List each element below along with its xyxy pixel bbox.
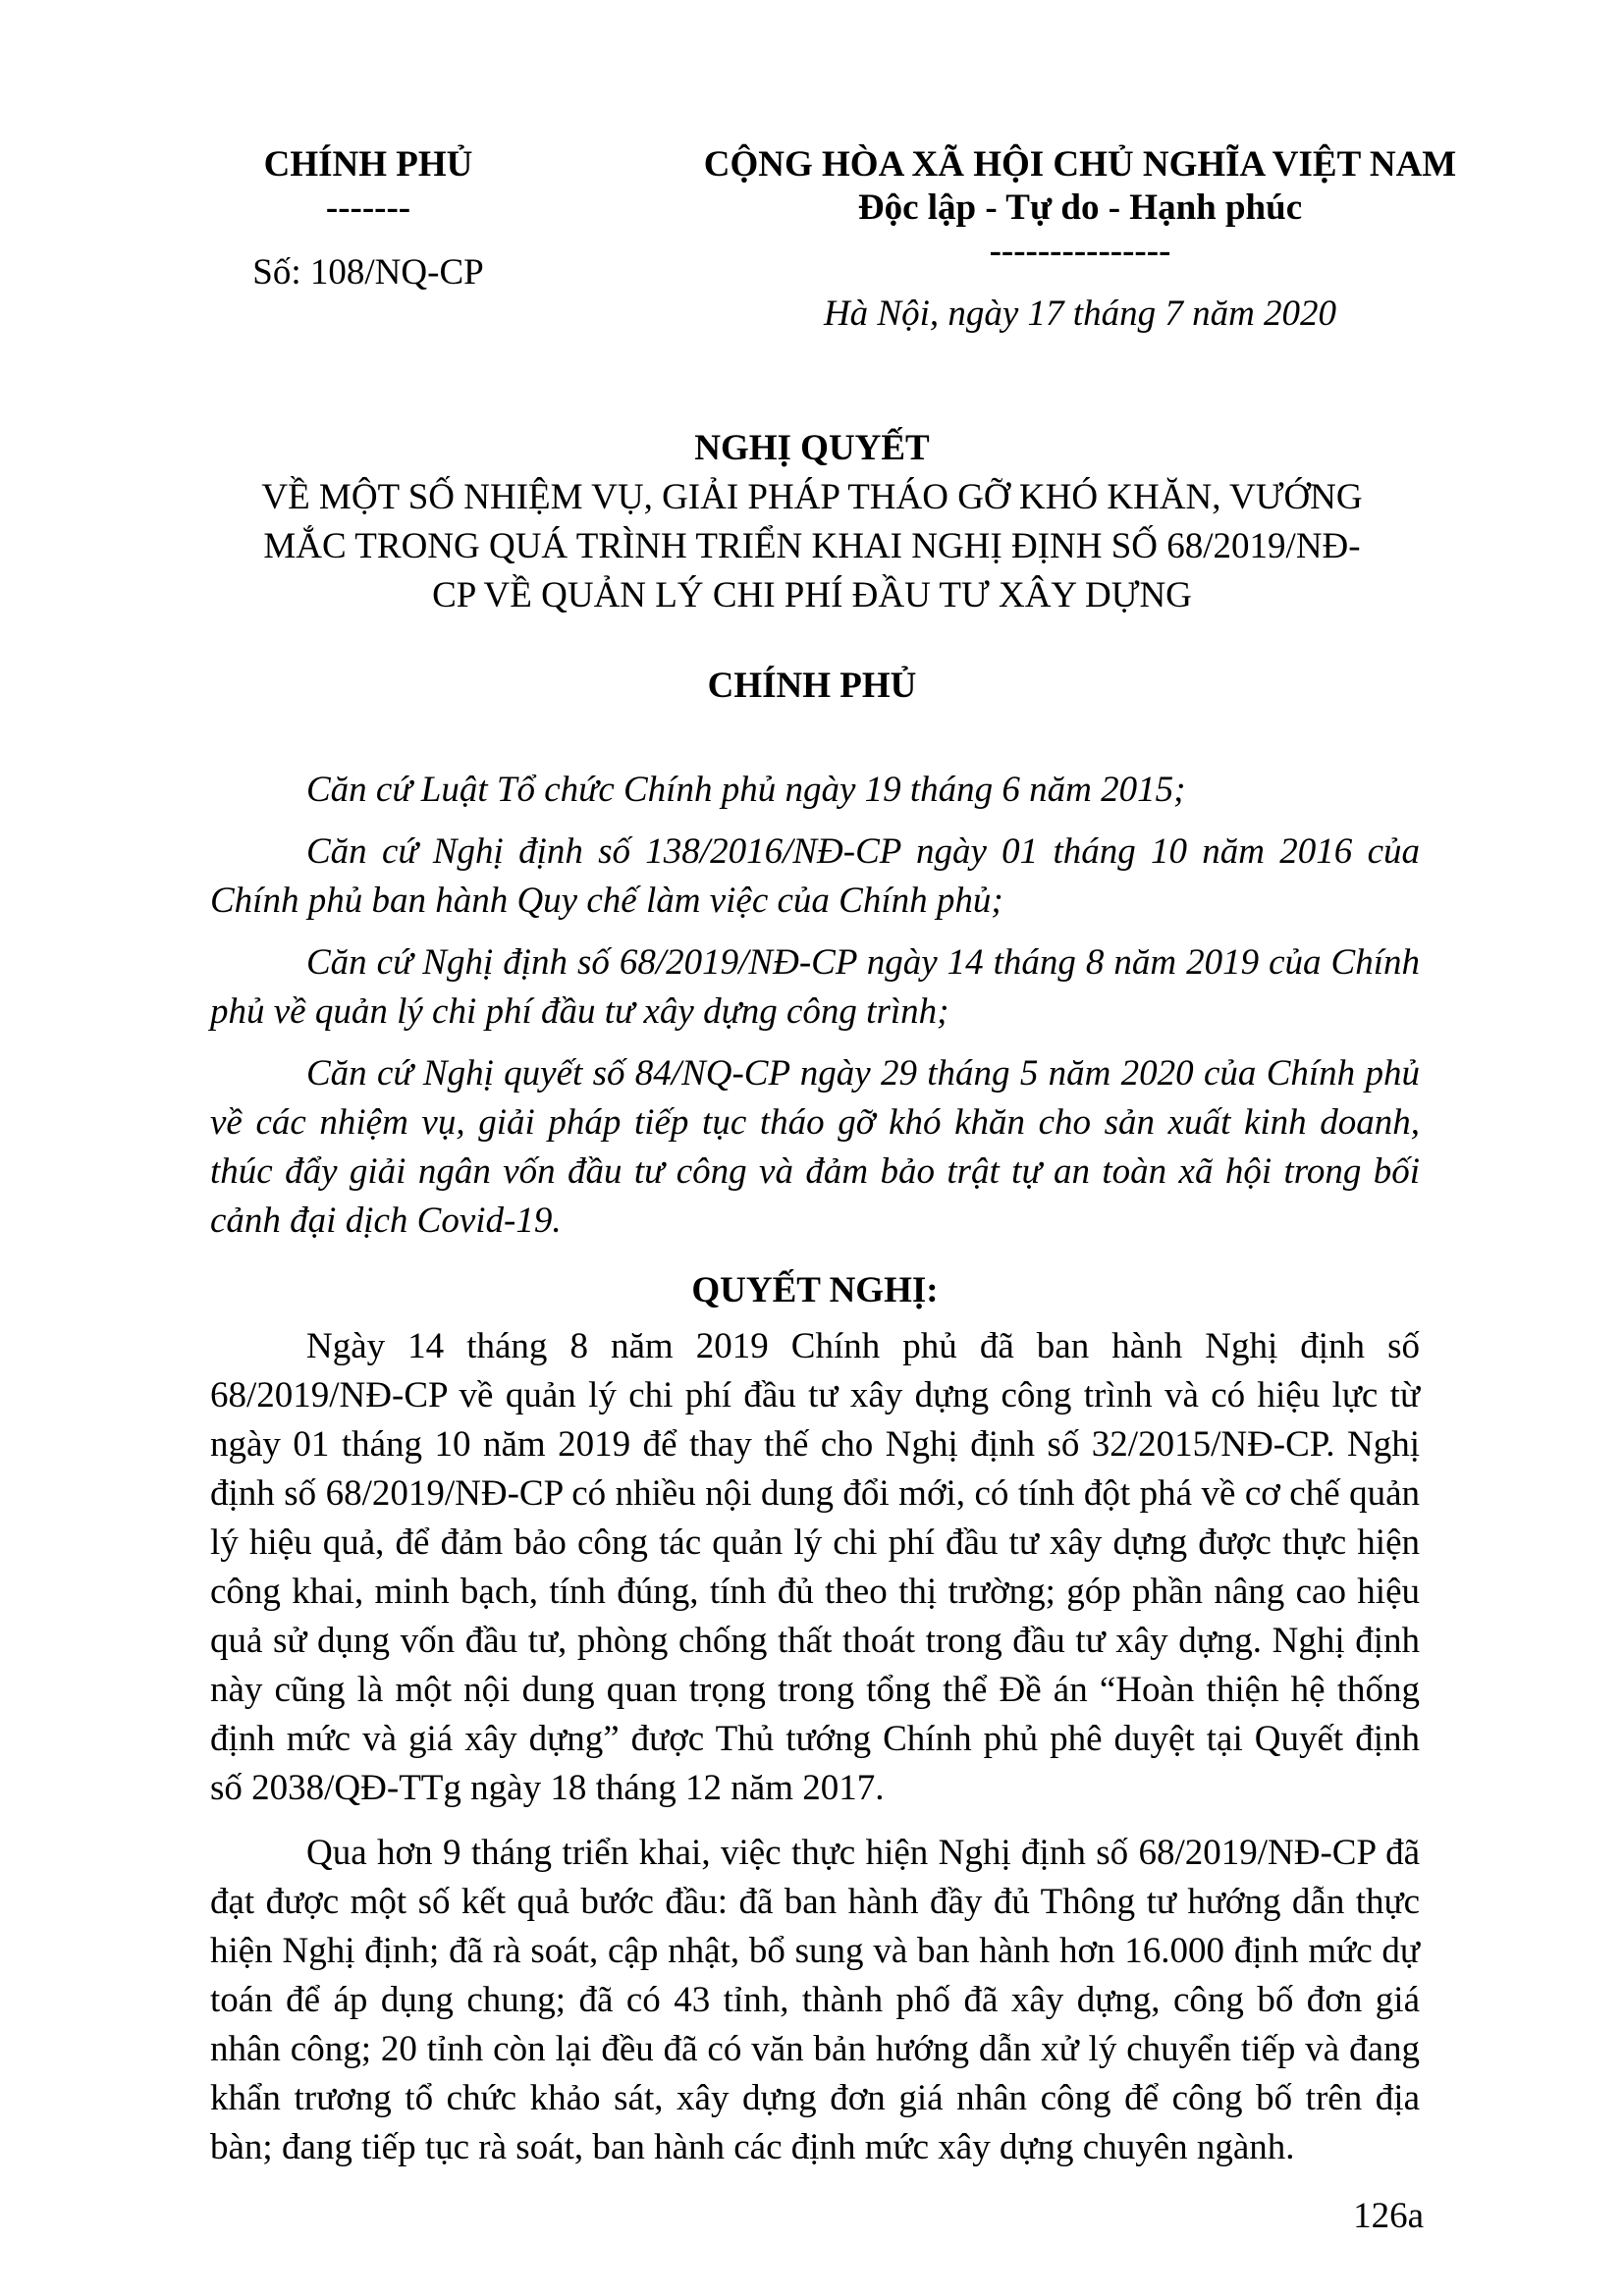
page-number: 126a (1353, 2196, 1424, 2236)
legal-basis-item: Căn cứ Luật Tổ chức Chính phủ ngày 19 tháng 6 năm 2015; (306, 770, 1186, 810)
subject-line: CP VỀ QUẢN LÝ CHI PHÍ ĐẦU TƯ XÂY DỰNG (432, 575, 1192, 615)
legal-basis (210, 766, 1420, 1258)
legal-basis-item: Căn cứ Nghị quyết số 84/NQ-CP ngày 29 tháng 5 năm 2020 của Chính phủ về các nhiệm vụ, giải pháp tiếp tục tháo gỡ khó khăn cho sản xuất kinh doanh, thúc đẩy giải ngân vốn đầu tư công và đảm bảo trật tự an toàn xã hội trong bối cảnh đại dịch Covid-19. (210, 1053, 1420, 1241)
legal-basis-item: Căn cứ Nghị định số 138/2016/NĐ-CP ngày 01 tháng 10 năm 2016 của Chính phủ ban hành Quy chế làm việc của Chính phủ; (210, 831, 1420, 921)
document-title (196, 424, 1428, 711)
decision-heading: QUYẾT NGHỊ: (691, 1270, 939, 1310)
national-motto: Độc lập - Tự do - Hạnh phúc (857, 187, 1303, 228)
document-number: Số: 108/NQ-CP (252, 252, 484, 293)
legal-basis-item: Căn cứ Nghị định số 68/2019/NĐ-CP ngày 14 tháng 8 năm 2019 của Chính phủ về quản lý chi phí đầu tư xây dựng công trình; (210, 942, 1420, 1032)
subject-line: VỀ MỘT SỐ NHIỆM VỤ, GIẢI PHÁP THÁO GỠ KHÓ KHĂN, VƯỚNG (261, 477, 1363, 517)
issuer-heading: CHÍNH PHỦ (707, 666, 917, 706)
national-header (609, 143, 1551, 336)
main-content (210, 1322, 1420, 2188)
place-date: Hà Nội, ngày 17 tháng 7 năm 2020 (823, 294, 1337, 334)
issuer-name: CHÍNH PHỦ (263, 144, 473, 185)
issuer-block (196, 143, 540, 294)
body-paragraph: Qua hơn 9 tháng triển khai, việc thực hiện Nghị định số 68/2019/NĐ-CP đã đạt được một số kết quả bước đầu: đã ban hành đầy đủ Thông tư hướng dẫn thực hiện Nghị định; đã rà soát, cập nhật, bổ sung và ban hành hơn 16.000 định mức dự toán để áp dụng chung; đã có 43 tỉnh, thành phố đã xây dựng, công bố đơn giá nhân công; 20 tỉnh còn lại đều đã có văn bản hướng dẫn xử lý chuyển tiếp và đang khẩn trương tổ chức khảo sát, xây dựng đơn giá nhân công để công bố trên địa bàn; đang tiếp tục rà soát, ban hành các định mức xây dựng chuyên ngành. (210, 1833, 1420, 2167)
issuer-rule: ------- (325, 187, 411, 228)
document-type: NGHỊ QUYẾT (694, 428, 930, 468)
country-name: CỘNG HÒA XÃ HỘI CHỦ NGHĨA VIỆT NAM (703, 144, 1457, 185)
motto-rule: --------------- (989, 231, 1171, 271)
subject-line: MẮC TRONG QUÁ TRÌNH TRIỂN KHAI NGHỊ ĐỊNH SỐ 68/2019/NĐ- (263, 526, 1361, 566)
body-paragraph: Ngày 14 tháng 8 năm 2019 Chính phủ đã ban hành Nghị định số 68/2019/NĐ-CP về quản lý chi phí đầu tư xây dựng công trình và có hiệu lực từ ngày 01 tháng 10 năm 2019 để thay thế cho Nghị định số 32/2015/NĐ-CP. Nghị định số 68/2019/NĐ-CP có nhiều nội dung đổi mới, có tính đột phá về cơ chế quản lý hiệu quả, để đảm bảo công tác quản lý chi phí đầu tư xây dựng được thực hiện công khai, minh bạch, tính đúng, tính đủ theo thị trường; góp phần nâng cao hiệu quả sử dụng vốn đầu tư, phòng chống thất thoát trong đầu tư xây dựng. Nghị định này cũng là một nội dung quan trọng trong tổng thể Đề án “Hoàn thiện hệ thống định mức và giá xây dựng” được Thủ tướng Chính phủ phê duyệt tại Quyết định số 2038/QĐ-TTg ngày 18 tháng 12 năm 2017. (210, 1326, 1420, 1808)
